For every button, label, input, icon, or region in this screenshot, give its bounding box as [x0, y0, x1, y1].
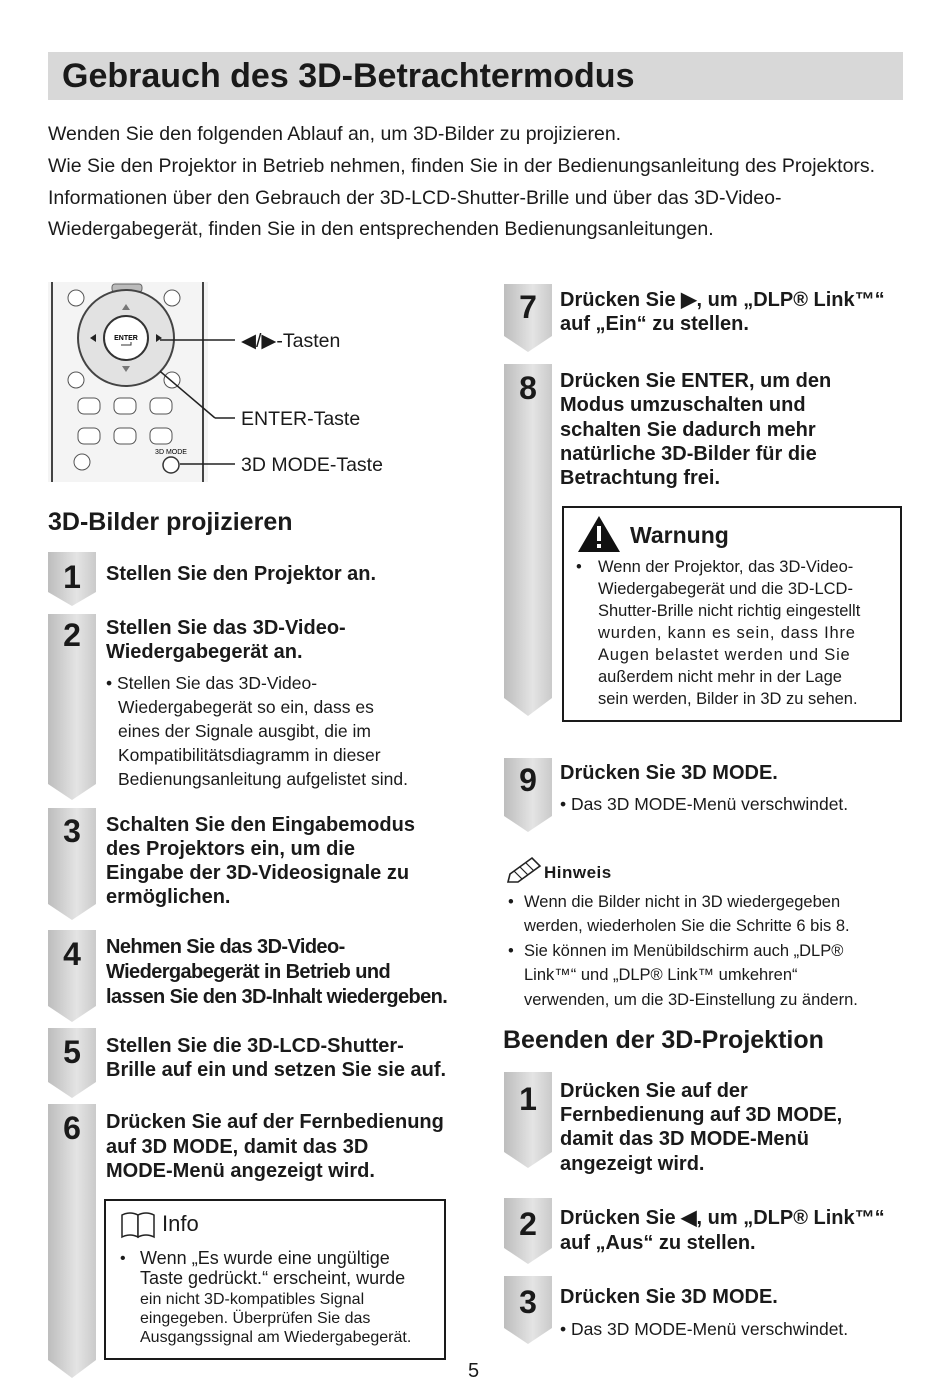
- step-6-title-1: Drücken Sie auf der Fernbedienung: [106, 1111, 444, 1133]
- note-2-line-1: Sie können im Menübildschirm auch „DLP®: [524, 942, 844, 960]
- note-1-line-1: Wenn die Bilder nicht in 3D wiedergegeben: [524, 893, 841, 911]
- end-step-2-number: 2: [519, 1206, 537, 1242]
- warning-bullet: •: [576, 558, 582, 576]
- step-4-title-3: lassen Sie den 3D-Inhalt wiedergeben.: [106, 986, 448, 1008]
- info-bullet: •: [120, 1250, 126, 1267]
- section-heading-end: Beenden der 3D-Projektion: [503, 1026, 824, 1054]
- step-2-sub-1: • Stellen Sie das 3D-Video-: [106, 673, 318, 693]
- page-title: Gebrauch des 3D-Betrachtermodus: [62, 57, 635, 95]
- step-3-title-3: Eingabe der 3D-Videosignale zu: [106, 862, 410, 884]
- section-heading-project: 3D-Bilder projizieren: [48, 508, 293, 536]
- info-line-5: Ausgangssignal am Wiedergabegerät.: [140, 1329, 412, 1346]
- step-4-title-2: Wiedergabegerät in Betrieb und: [106, 961, 391, 983]
- step-7-title-2: auf „Ein“ zu stellen.: [560, 313, 749, 335]
- end-step-2-title-2: auf „Aus“ zu stellen.: [560, 1232, 756, 1254]
- step-9-number: 9: [519, 762, 537, 798]
- step-2-title-1: Stellen Sie das 3D-Video-: [106, 617, 346, 639]
- enter-key-label: ENTER-Taste: [241, 408, 361, 430]
- note-heading: Hinweis: [544, 863, 612, 882]
- warning-heading: Warnung: [630, 522, 729, 548]
- step-3-number: 3: [63, 813, 81, 849]
- step-8-title-3: schalten Sie dadurch mehr: [560, 419, 816, 441]
- step-6-title-2: auf 3D MODE, damit das 3D: [106, 1136, 369, 1158]
- info-line-2: Taste gedrückt.“ erscheint, wurde: [140, 1268, 406, 1288]
- step-2-sub-3: eines der Signale ausgibt, die im: [118, 721, 371, 741]
- step-7-title-1: Drücken Sie ▶, um „DLP® Link™“: [560, 289, 885, 311]
- note-bullet-2: •: [508, 942, 514, 960]
- step-3-title-2: des Projektors ein, um die: [106, 838, 355, 860]
- step-2-number: 2: [63, 617, 81, 653]
- warning-line-3: Shutter-Brille nicht richtig eingestellt: [598, 602, 861, 620]
- step-3-title-4: ermöglichen.: [106, 886, 231, 908]
- step-6-number: 6: [63, 1110, 81, 1146]
- step-6-title-3: MODE-Menü angezeigt wird.: [106, 1160, 375, 1182]
- warning-line-1: Wenn der Projektor, das 3D-Video-: [598, 558, 854, 576]
- remote-3d-mode-text: 3D MODE: [155, 449, 187, 456]
- step-8-title-4: natürliche 3D-Bilder für die: [560, 443, 817, 465]
- end-step-1-number: 1: [519, 1081, 537, 1117]
- step-8-title-2: Modus umzuschalten und: [560, 394, 806, 416]
- step-4-title-1: Nehmen Sie das 3D-Video-: [106, 936, 345, 958]
- info-line-1: Wenn „Es wurde eine ungültige: [140, 1248, 390, 1268]
- step-1-number: 1: [63, 559, 81, 595]
- step-8-number: 8: [519, 370, 537, 406]
- leader-lines: [160, 330, 240, 475]
- info-box: [104, 1199, 446, 1360]
- warning-box: [562, 506, 902, 722]
- info-line-4: eingegeben. Überprüfen Sie das: [140, 1310, 371, 1327]
- note-2-line-3: verwenden, um die 3D-Einstellung zu ändern.: [524, 991, 858, 1009]
- end-step-1-title-2: Fernbedienung auf 3D MODE,: [560, 1104, 843, 1126]
- warning-line-2: Wiedergabegerät und die 3D-LCD-: [598, 580, 853, 598]
- step-2-sub-2: Wiedergabegerät so ein, dass es: [118, 697, 374, 717]
- step-4-number: 4: [63, 936, 81, 972]
- pencil-note-icon: [506, 854, 546, 884]
- intro-line-4: Wiedergabegerät, finden Sie in den entsprechenden Bedienungsanleitungen.: [48, 218, 714, 240]
- mode-key-label: 3D MODE-Taste: [241, 454, 383, 476]
- info-heading: Info: [162, 1211, 199, 1236]
- step-7-number: 7: [519, 289, 537, 325]
- step-5-title-1: Stellen Sie die 3D-LCD-Shutter-: [106, 1035, 404, 1057]
- book-icon: [120, 1211, 156, 1239]
- end-step-3-title: Drücken Sie 3D MODE.: [560, 1286, 778, 1308]
- step-8-title-1: Drücken Sie ENTER, um den: [560, 370, 832, 392]
- step-3-title-1: Schalten Sie den Eingabemodus: [106, 814, 415, 836]
- intro-line-2: Wie Sie den Projektor in Betrieb nehmen, finden Sie in der Bedienungsanleitung des Projektors.: [48, 155, 876, 177]
- warning-line-7: sein werden, Bilder in 3D zu sehen.: [598, 690, 858, 708]
- arrow-keys-label: ◀/▶-Tasten: [241, 330, 341, 352]
- warning-line-6: außerdem nicht mehr in der Lage: [598, 668, 842, 686]
- step-2-sub-5: Bedienungsanleitung aufgelistet sind.: [118, 769, 408, 789]
- warning-triangle-icon: [576, 514, 622, 554]
- end-step-1-title-4: angezeigt wird.: [560, 1153, 705, 1175]
- note-bullet-1: •: [508, 893, 514, 911]
- step-8-title-5: Betrachtung frei.: [560, 467, 721, 489]
- warning-line-4: wurden, kann es sein, dass Ihre: [598, 624, 856, 642]
- info-line-3: ein nicht 3D-kompatibles Signal: [140, 1291, 365, 1308]
- end-step-1-title-1: Drücken Sie auf der: [560, 1080, 748, 1102]
- note-1-line-2: werden, wiederholen Sie die Schritte 6 bis 8.: [524, 917, 850, 935]
- page-number: 5: [468, 1360, 480, 1382]
- step-5-number: 5: [63, 1034, 81, 1070]
- title-bar: [48, 52, 903, 100]
- end-step-1-title-3: damit das 3D MODE-Menü: [560, 1128, 809, 1150]
- step-1-title: Stellen Sie den Projektor an.: [106, 563, 377, 585]
- step-2-sub-4: Kompatibilitätsdiagramm in dieser: [118, 745, 381, 765]
- step-5-title-2: Brille auf ein und setzen Sie sie auf.: [106, 1059, 447, 1081]
- step-9-title: Drücken Sie 3D MODE.: [560, 762, 778, 784]
- step-9-sub: • Das 3D MODE-Menü verschwindet.: [560, 794, 849, 814]
- end-step-3-sub: • Das 3D MODE-Menü verschwindet.: [560, 1319, 849, 1339]
- end-step-3-number: 3: [519, 1284, 537, 1320]
- intro-line-3: Informationen über den Gebrauch der 3D-LCD-Shutter-Brille und über das 3D-Video-: [48, 187, 782, 209]
- intro-line-1: Wenden Sie den folgenden Ablauf an, um 3D-Bilder zu projizieren.: [48, 123, 622, 145]
- warning-line-5: Augen belastet werden und Sie: [598, 646, 851, 664]
- end-step-2-title-1: Drücken Sie ◀, um „DLP® Link™“: [560, 1207, 885, 1229]
- svg-text:ENTER: ENTER: [114, 335, 138, 342]
- note-2-line-2: Link™“ und „DLP® Link™ umkehren“: [524, 966, 798, 984]
- step-2-title-2: Wiedergabegerät an.: [106, 641, 303, 663]
